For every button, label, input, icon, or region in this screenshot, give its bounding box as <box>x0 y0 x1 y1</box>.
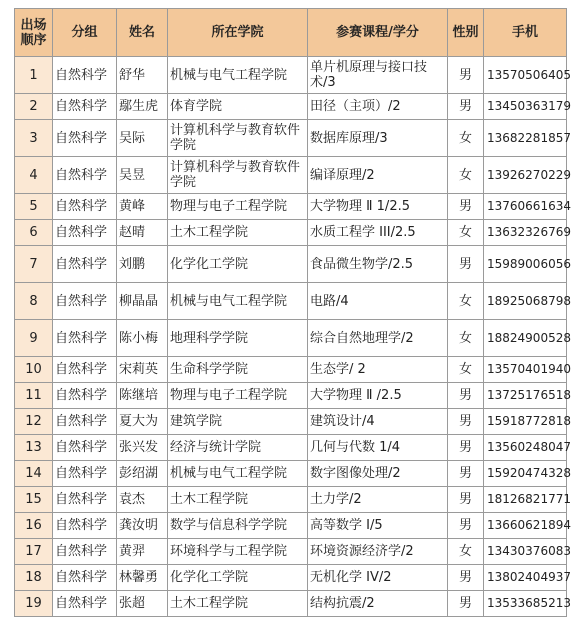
row-index: 18 <box>15 565 53 591</box>
row-gender: 女 <box>448 320 484 357</box>
row-gender: 男 <box>448 591 484 617</box>
row-index: 3 <box>15 120 53 157</box>
row-group: 自然科学 <box>53 539 117 565</box>
row-college: 机械与电气工程学院 <box>168 283 308 320</box>
row-phone: 13682281857 <box>484 120 567 157</box>
row-group: 自然科学 <box>53 461 117 487</box>
row-gender: 男 <box>448 565 484 591</box>
row-phone: 13632326769 <box>484 220 567 246</box>
row-index: 6 <box>15 220 53 246</box>
row-course: 建筑设计/4 <box>308 409 448 435</box>
row-college: 计算机科学与教育软件学院 <box>168 120 308 157</box>
row-course: 水质工程学 III/2.5 <box>308 220 448 246</box>
row-gender: 女 <box>448 539 484 565</box>
row-index: 5 <box>15 194 53 220</box>
table-row <box>15 383 567 409</box>
row-index: 16 <box>15 513 53 539</box>
row-name: 陈继培 <box>117 383 168 409</box>
header-row <box>15 9 567 57</box>
row-course: 数据库原理/3 <box>308 120 448 157</box>
row-group: 自然科学 <box>53 487 117 513</box>
row-phone: 18824900528 <box>484 320 567 357</box>
row-name: 袁杰 <box>117 487 168 513</box>
row-course: 综合自然地理学/2 <box>308 320 448 357</box>
table-row <box>15 591 567 617</box>
table-row <box>15 246 567 283</box>
header-group: 分组 <box>53 9 117 57</box>
table-row <box>15 487 567 513</box>
row-college: 机械与电气工程学院 <box>168 57 308 94</box>
row-gender: 女 <box>448 120 484 157</box>
row-college: 计算机科学与教育软件学院 <box>168 157 308 194</box>
row-course: 几何与代数 1/4 <box>308 435 448 461</box>
table-row <box>15 283 567 320</box>
row-college: 数学与信息科学学院 <box>168 513 308 539</box>
row-phone: 13533685213 <box>484 591 567 617</box>
participant-table-container <box>14 8 571 617</box>
row-college: 地理科学学院 <box>168 320 308 357</box>
row-group: 自然科学 <box>53 220 117 246</box>
row-phone: 15989006056 <box>484 246 567 283</box>
row-gender: 男 <box>448 461 484 487</box>
row-course: 数字图像处理/2 <box>308 461 448 487</box>
row-course: 生态学/ 2 <box>308 357 448 383</box>
table-body <box>15 57 571 617</box>
row-college: 土木工程学院 <box>168 220 308 246</box>
row-index: 2 <box>15 94 53 120</box>
row-phone: 13760661634 <box>484 194 567 220</box>
row-gender: 男 <box>448 57 484 94</box>
row-college: 土木工程学院 <box>168 591 308 617</box>
header-order: 出场顺序 <box>15 9 53 57</box>
table-row <box>15 57 567 94</box>
row-phone: 13570401940 <box>484 357 567 383</box>
row-name: 陈小梅 <box>117 320 168 357</box>
row-course: 单片机原理与接口技术/3 <box>308 57 448 94</box>
row-college: 机械与电气工程学院 <box>168 461 308 487</box>
row-course: 高等数学 I/5 <box>308 513 448 539</box>
row-college: 体育学院 <box>168 94 308 120</box>
table-row <box>15 157 567 194</box>
table-row <box>15 220 567 246</box>
row-gender: 女 <box>448 357 484 383</box>
row-index: 15 <box>15 487 53 513</box>
row-gender: 男 <box>448 383 484 409</box>
row-index: 11 <box>15 383 53 409</box>
row-gender: 男 <box>448 409 484 435</box>
row-index: 9 <box>15 320 53 357</box>
row-group: 自然科学 <box>53 320 117 357</box>
row-name: 张超 <box>117 591 168 617</box>
table-row <box>15 461 567 487</box>
row-gender: 男 <box>448 94 484 120</box>
row-name: 舒华 <box>117 57 168 94</box>
row-phone: 18925068798 <box>484 283 567 320</box>
row-index: 1 <box>15 57 53 94</box>
row-gender: 男 <box>448 487 484 513</box>
row-index: 10 <box>15 357 53 383</box>
row-phone: 15920474328 <box>484 461 567 487</box>
row-group: 自然科学 <box>53 513 117 539</box>
row-course: 田径（主项）/2 <box>308 94 448 120</box>
row-group: 自然科学 <box>53 157 117 194</box>
participant-table <box>14 8 571 617</box>
row-group: 自然科学 <box>53 120 117 157</box>
row-gender: 女 <box>448 157 484 194</box>
table-row <box>15 565 567 591</box>
row-course: 环境资源经济学/2 <box>308 539 448 565</box>
row-name: 黄峰 <box>117 194 168 220</box>
row-gender: 男 <box>448 513 484 539</box>
row-college: 土木工程学院 <box>168 487 308 513</box>
row-course: 无机化学 IV/2 <box>308 565 448 591</box>
row-name: 吴昱 <box>117 157 168 194</box>
row-group: 自然科学 <box>53 435 117 461</box>
row-group: 自然科学 <box>53 283 117 320</box>
row-group: 自然科学 <box>53 57 117 94</box>
row-group: 自然科学 <box>53 409 117 435</box>
row-college: 生命科学学院 <box>168 357 308 383</box>
row-phone: 13450363179 <box>484 94 567 120</box>
row-name: 宋莉英 <box>117 357 168 383</box>
row-gender: 男 <box>448 246 484 283</box>
header-gender: 性别 <box>448 9 484 57</box>
header-name: 姓名 <box>117 9 168 57</box>
row-phone: 13725176518 <box>484 383 567 409</box>
row-name: 彭绍湖 <box>117 461 168 487</box>
row-phone: 13430376083 <box>484 539 567 565</box>
row-name: 柳晶晶 <box>117 283 168 320</box>
header-course: 参赛课程/学分 <box>308 9 448 57</box>
row-name: 龚汝明 <box>117 513 168 539</box>
row-name: 林馨勇 <box>117 565 168 591</box>
row-college: 化学化工学院 <box>168 565 308 591</box>
row-college: 环境科学与工程学院 <box>168 539 308 565</box>
row-group: 自然科学 <box>53 357 117 383</box>
table-row <box>15 320 567 357</box>
row-course: 大学物理 Ⅱ 1/2.5 <box>308 194 448 220</box>
row-name: 刘鹏 <box>117 246 168 283</box>
row-group: 自然科学 <box>53 383 117 409</box>
table-row <box>15 409 567 435</box>
row-course: 编译原理/2 <box>308 157 448 194</box>
row-index: 13 <box>15 435 53 461</box>
table-row <box>15 435 567 461</box>
table-row <box>15 120 567 157</box>
row-group: 自然科学 <box>53 591 117 617</box>
table-row <box>15 513 567 539</box>
row-course: 电路/4 <box>308 283 448 320</box>
row-group: 自然科学 <box>53 565 117 591</box>
header-phone: 手机 <box>484 9 567 57</box>
row-name: 夏大为 <box>117 409 168 435</box>
row-gender: 男 <box>448 194 484 220</box>
row-index: 19 <box>15 591 53 617</box>
row-phone: 13660621894 <box>484 513 567 539</box>
row-college: 建筑学院 <box>168 409 308 435</box>
row-index: 8 <box>15 283 53 320</box>
row-college: 经济与统计学院 <box>168 435 308 461</box>
row-course: 土力学/2 <box>308 487 448 513</box>
row-group: 自然科学 <box>53 246 117 283</box>
row-name: 黄羿 <box>117 539 168 565</box>
header-college: 所在学院 <box>168 9 308 57</box>
row-index: 14 <box>15 461 53 487</box>
row-name: 吴际 <box>117 120 168 157</box>
row-course: 食品微生物学/2.5 <box>308 246 448 283</box>
row-gender: 女 <box>448 220 484 246</box>
table-row <box>15 194 567 220</box>
row-college: 物理与电子工程学院 <box>168 383 308 409</box>
row-index: 7 <box>15 246 53 283</box>
table-row <box>15 357 567 383</box>
table-row <box>15 94 567 120</box>
row-name: 张兴发 <box>117 435 168 461</box>
row-college: 物理与电子工程学院 <box>168 194 308 220</box>
row-phone: 15918772818 <box>484 409 567 435</box>
row-name: 赵晴 <box>117 220 168 246</box>
row-college: 化学化工学院 <box>168 246 308 283</box>
table-header <box>15 9 567 57</box>
row-phone: 13802404937 <box>484 565 567 591</box>
row-course: 结构抗震/2 <box>308 591 448 617</box>
row-course: 大学物理 Ⅱ /2.5 <box>308 383 448 409</box>
row-phone: 13570506405 <box>484 57 567 94</box>
table-row <box>15 539 567 565</box>
row-gender: 男 <box>448 435 484 461</box>
row-group: 自然科学 <box>53 94 117 120</box>
row-group: 自然科学 <box>53 194 117 220</box>
row-name: 鄢生虎 <box>117 94 168 120</box>
row-phone: 18126821771 <box>484 487 567 513</box>
row-phone: 13560248047 <box>484 435 567 461</box>
row-index: 12 <box>15 409 53 435</box>
row-phone: 13926270229 <box>484 157 567 194</box>
row-gender: 女 <box>448 283 484 320</box>
row-index: 4 <box>15 157 53 194</box>
row-index: 17 <box>15 539 53 565</box>
